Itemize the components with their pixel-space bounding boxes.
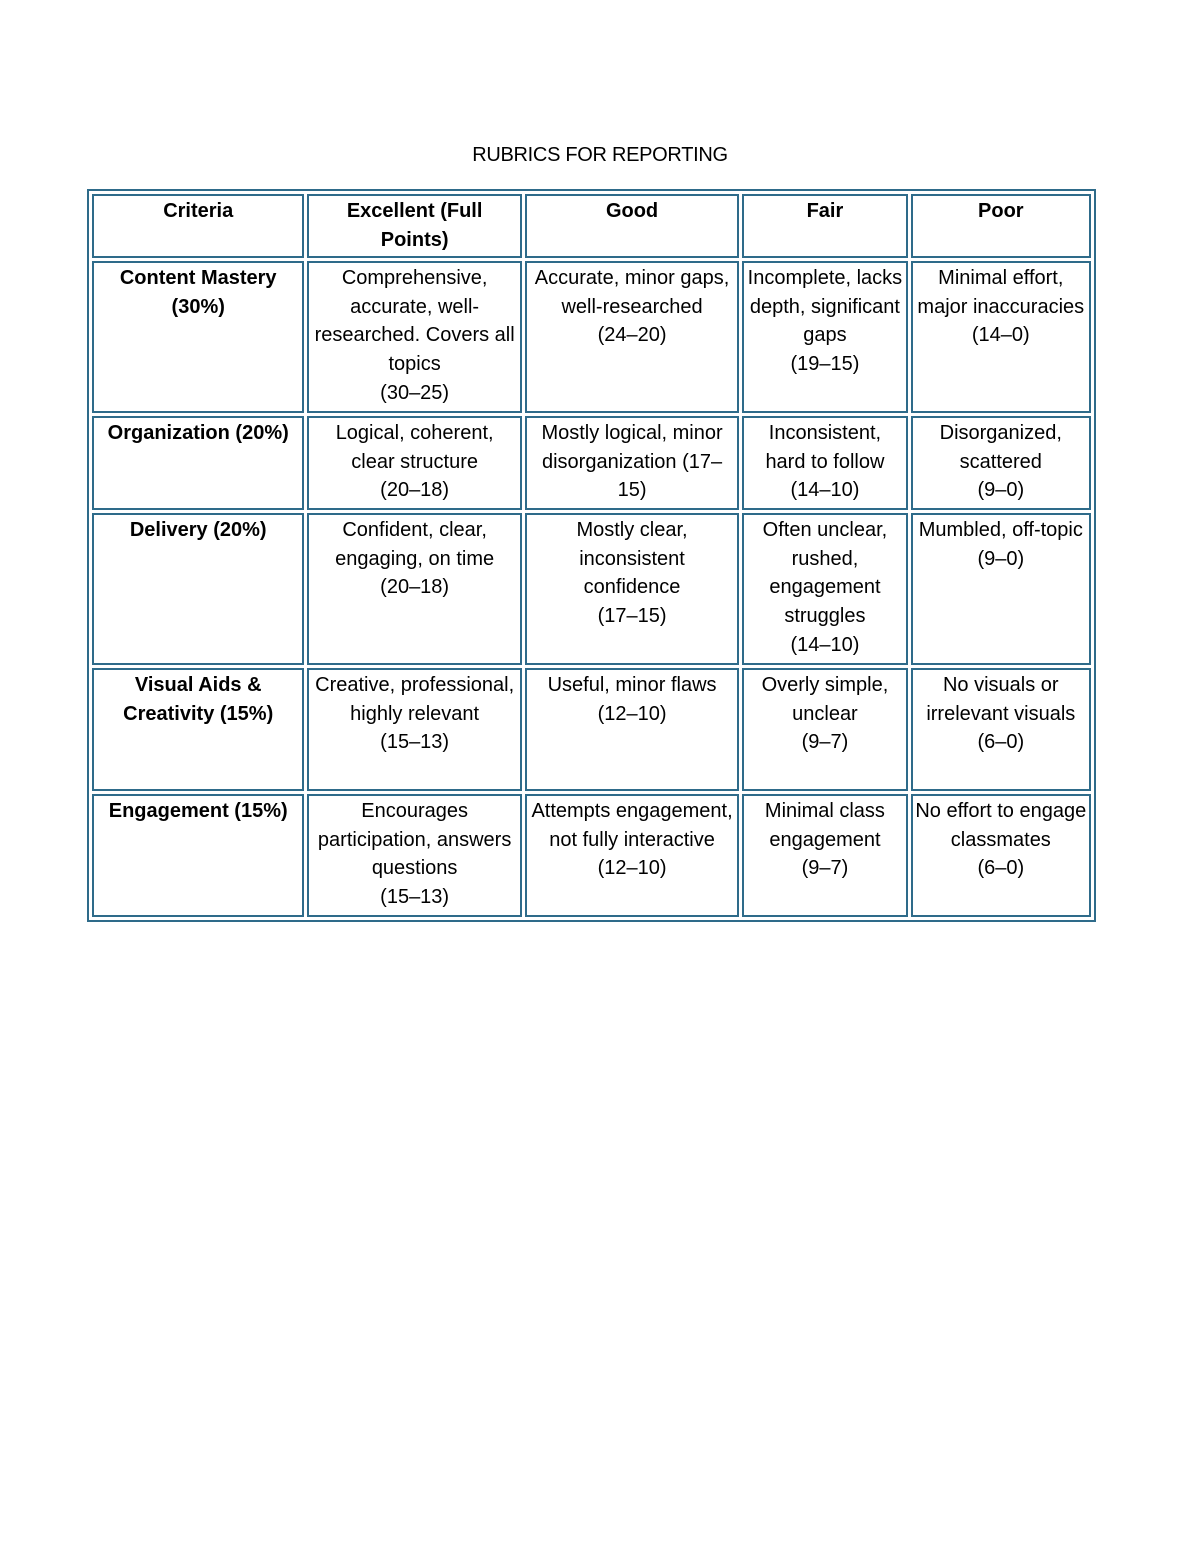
cell-text: No effort to engage classmates (915, 800, 1087, 851)
good-cell (525, 261, 739, 413)
cell-points: (15–13) (380, 885, 450, 908)
cell-points: (14–10) (790, 633, 860, 656)
good-cell (525, 416, 739, 510)
cell-text: Disorganized, scattered (939, 422, 1062, 473)
header-poor: Poor (911, 194, 1091, 258)
cell-points: (20–18) (380, 576, 450, 599)
cell-text: Encourages participation, answers questions (317, 800, 512, 880)
good-cell (525, 668, 739, 791)
fair-cell (742, 416, 907, 510)
header-good: Good (525, 194, 739, 258)
rubric-table (87, 189, 1096, 922)
cell-points: (6–0) (977, 857, 1025, 880)
excellent-cell (307, 794, 521, 917)
table-row (92, 261, 1091, 413)
criteria-cell: Content Mastery (30%) (92, 261, 304, 413)
poor-cell (911, 513, 1091, 665)
poor-cell (911, 261, 1091, 413)
cell-text: No visuals or irrelevant visuals (926, 674, 1076, 725)
fair-cell (742, 794, 907, 917)
poor-cell (911, 794, 1091, 917)
fair-cell (742, 668, 907, 791)
document-title: RUBRICS FOR REPORTING (472, 144, 728, 166)
good-cell (525, 794, 739, 917)
criteria-cell: Engagement (15%) (92, 794, 304, 917)
cell-points: (9–0) (977, 547, 1025, 570)
cell-text: Often unclear, rushed, engagement struggles (762, 519, 888, 627)
cell-points: (14–0) (971, 324, 1030, 347)
header-fair: Fair (742, 194, 907, 258)
cell-text: Overly simple, unclear (761, 674, 889, 725)
poor-cell (911, 416, 1091, 510)
cell-text: Minimal class engagement (764, 800, 885, 851)
header-row (92, 194, 1091, 258)
cell-text: Comprehensive, accurate, well-researched. Covers all topics (314, 267, 515, 375)
cell-text: Creative, professional, highly relevant (315, 674, 515, 725)
cell-text: Incomplete, lacks depth, significant gaps (747, 267, 903, 347)
good-cell (525, 513, 739, 665)
cell-points: (6–0) (977, 731, 1025, 754)
fair-cell (742, 261, 907, 413)
cell-points: (14–10) (790, 479, 860, 502)
excellent-cell (307, 261, 521, 413)
cell-text: Accurate, minor gaps, well-researched (534, 267, 730, 318)
cell-points: (30–25) (380, 381, 450, 404)
cell-text: Mumbled, off-topic (918, 519, 1083, 542)
cell-text: Useful, minor flaws (547, 674, 717, 697)
cell-points: (9–7) (801, 731, 849, 754)
cell-text: Attempts engagement, not fully interactive (12–10) (531, 800, 733, 880)
cell-points: (9–0) (977, 479, 1025, 502)
poor-cell (911, 668, 1091, 791)
cell-text: Inconsistent, hard to follow (765, 422, 885, 473)
fair-cell (742, 513, 907, 665)
cell-text: Confident, clear, engaging, on time (335, 519, 495, 570)
table-row (92, 513, 1091, 665)
cell-points: (17–15) (597, 604, 667, 627)
header-excellent: Excellent (Full Points) (307, 194, 521, 258)
cell-points: (19–15) (790, 352, 860, 375)
table-row (92, 416, 1091, 510)
excellent-cell (307, 416, 521, 510)
cell-points: (12–10) (597, 702, 667, 725)
header-criteria: Criteria (92, 194, 304, 258)
cell-points: (20–18) (380, 479, 450, 502)
criteria-cell: Visual Aids & Creativity (15%) (92, 668, 304, 791)
criteria-cell: Organization (20%) (92, 416, 304, 510)
table-row (92, 668, 1091, 791)
cell-text: Logical, coherent, clear structure (335, 422, 494, 473)
cell-points: (9–7) (801, 857, 849, 880)
excellent-cell (307, 513, 521, 665)
cell-text: Mostly clear, inconsistent confidence (576, 519, 688, 599)
cell-points: (15–13) (380, 731, 450, 754)
excellent-cell (307, 668, 521, 791)
cell-text: Minimal effort, major inaccuracies (917, 267, 1085, 318)
cell-text: Mostly logical, minor disorganization (17–15) (541, 422, 723, 502)
table-row (92, 794, 1091, 917)
criteria-cell: Delivery (20%) (92, 513, 304, 665)
cell-points: (24–20) (597, 324, 667, 347)
